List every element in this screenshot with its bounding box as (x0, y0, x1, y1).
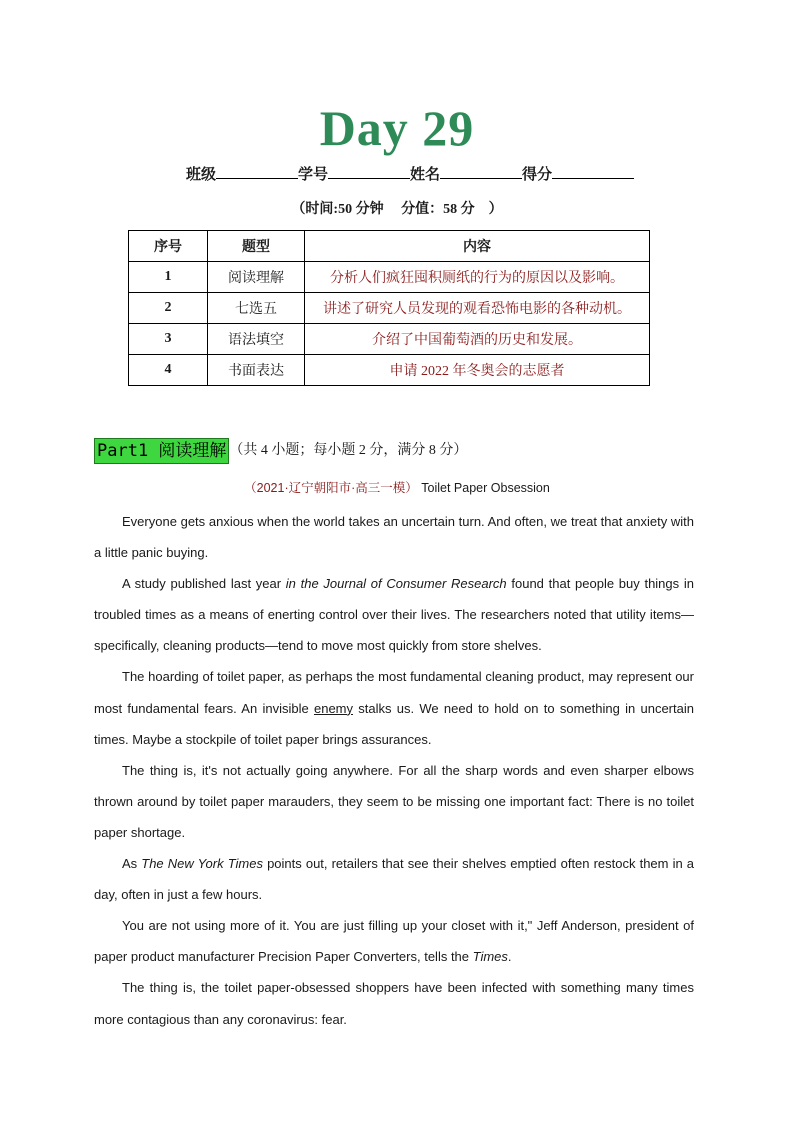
name-blank[interactable] (440, 163, 522, 179)
row-type: 书面表达 (208, 355, 305, 386)
table-row (129, 355, 650, 386)
paragraph-2 (94, 568, 694, 661)
id-blank[interactable] (328, 163, 410, 179)
row-num: 1 (129, 262, 208, 293)
time-score-line: （时间:50 分钟 分值：58 分 ） (291, 202, 503, 217)
part1-label: Part1 阅读理解 (94, 438, 229, 464)
p6-text-b: . (507, 949, 512, 965)
p5-text-a: As (122, 856, 142, 872)
table-row (129, 324, 650, 355)
part1-note: （共 4 小题；每小题 2 分，满分 8 分） (229, 443, 468, 458)
row-num: 4 (129, 355, 208, 386)
paragraph-4: The thing is, it's not actually going anywhere. For all the sharp words and even sharper elbows thrown around by toilet paper marauders, they seem to be missing one important fact: There is no toilet paper shortage. (94, 762, 694, 840)
p5-text-b: points out, retailers that see their shelves emptied often restock them in a day, often in just a few hours. (94, 856, 695, 903)
class-blank[interactable] (216, 163, 298, 179)
newspaper-name: The New York Times (141, 856, 263, 872)
paragraph-7: The thing is, the toilet paper-obsessed shoppers have been infected with something many times more contagious than any coronavirus: fear. (94, 980, 694, 1027)
row-content: 申请 2022 年冬奥会的志愿者 (305, 355, 650, 386)
row-type: 七选五 (208, 293, 305, 324)
header-type: 题型 (208, 231, 305, 262)
table-row (129, 293, 650, 324)
p2-text-b: found that people buy things in troubled times as a means of enerting control over their lives. The researchers noted that utility items—specifically, cleaning products—tend to move most quickly from store shelves. (94, 576, 694, 654)
paragraph-3 (94, 661, 694, 754)
paragraph-1: Everyone gets anxious when the world takes an uncertain turn. And often, we treat that anxiety with a little panic buying. (94, 514, 694, 561)
passage-title: Toilet Paper Obsession (421, 481, 550, 495)
paragraph-5 (94, 848, 694, 910)
row-content: 讲述了研究人员发现的观看恐怖电影的各种动机。 (305, 293, 650, 324)
reading-passage (94, 506, 694, 1035)
class-label: 班级 (186, 167, 217, 183)
underlined-word: enemy (313, 700, 354, 716)
table-header-row (129, 231, 650, 262)
p6-text-a: You are not using more of it. You are just filling up your closet with it," Jeff Anderson, president of paper product manufacturer Precision Paper Converters, tells the (94, 918, 694, 965)
p3-text-a: The hoarding of toilet paper, as perhaps the most fundamental cleaning product, may represent our most fundamental fears. An invisible (94, 669, 694, 716)
name-label: 姓名 (410, 167, 441, 183)
paragraph-6 (94, 910, 694, 972)
score-blank[interactable] (552, 163, 634, 179)
part1-heading (94, 437, 467, 465)
row-content: 分析人们疯狂囤积厕纸的行为的原因以及影响。 (305, 262, 650, 293)
student-info-line (186, 163, 634, 185)
table-row (129, 262, 650, 293)
row-content: 介绍了中国葡萄酒的历史和发展。 (305, 324, 650, 355)
p3-text-b: stalks us. We need to hold on to something in uncertain times. Maybe a stockpile of toilet paper brings assurances. (94, 700, 694, 747)
header-content: 内容 (305, 231, 650, 262)
overview-table (128, 230, 650, 386)
id-label: 学号 (298, 167, 329, 183)
score-label: 得分 (522, 167, 553, 183)
p2-text-a: A study published last year (122, 576, 286, 592)
passage-source (0, 479, 794, 497)
times-name: Times (472, 949, 508, 965)
journal-name: in the Journal of Consumer Research (285, 576, 507, 592)
page-title: Day 29 (319, 100, 475, 156)
row-num: 2 (129, 293, 208, 324)
row-type: 语法填空 (208, 324, 305, 355)
row-type: 阅读理解 (208, 262, 305, 293)
row-num: 3 (129, 324, 208, 355)
header-num: 序号 (129, 231, 208, 262)
source-tag: （2021·辽宁朝阳市·高三一模） (244, 481, 418, 495)
